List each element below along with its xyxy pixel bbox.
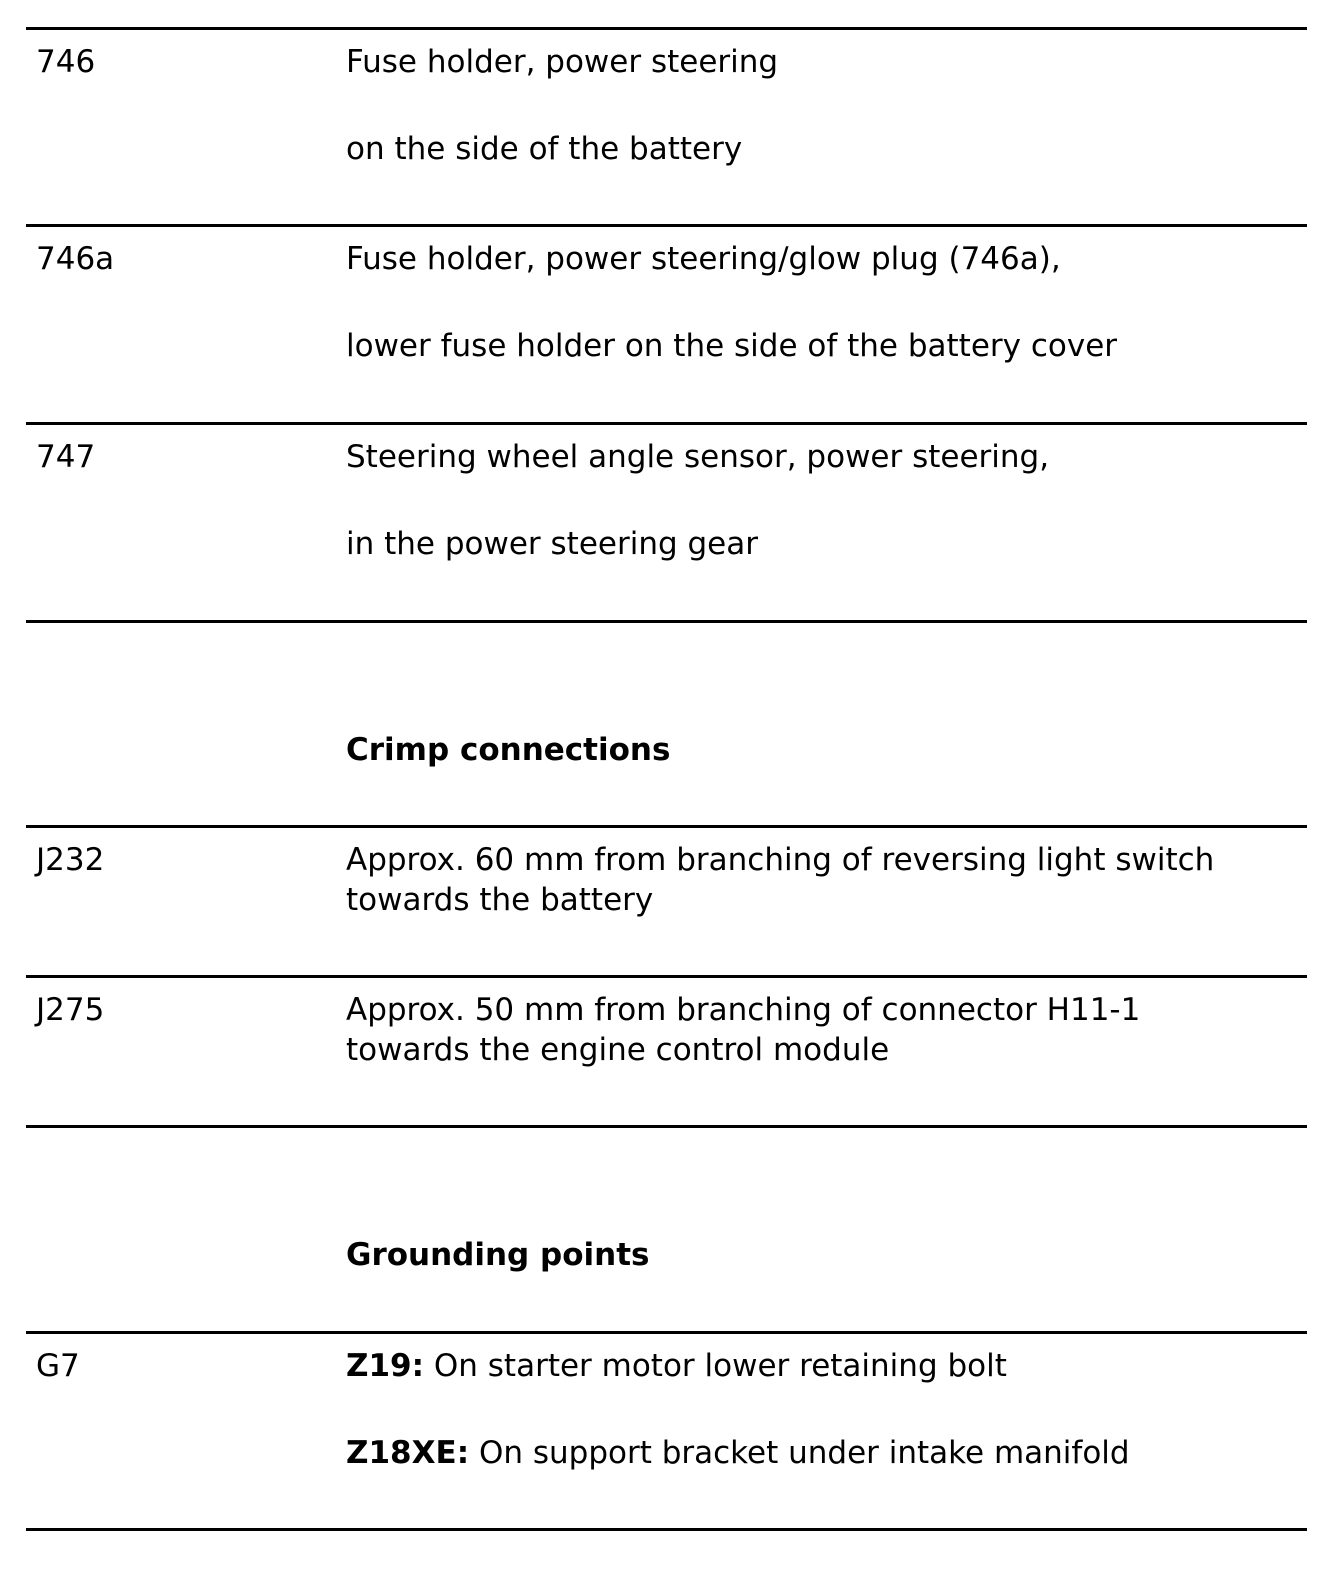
engine-code-label: Z19: <box>346 1348 425 1384</box>
row-code: 747 <box>36 439 96 475</box>
row-description: Fuse holder, power steering/glow plug (746a), <box>346 241 1061 277</box>
ground-location-text: On support bracket under intake manifold <box>469 1435 1130 1471</box>
ground-location-text: On starter motor lower retaining bolt <box>424 1348 1007 1384</box>
row-description: towards the battery <box>346 882 654 918</box>
row-description: in the power steering gear <box>346 526 758 562</box>
table-rule <box>26 422 1307 425</box>
row-description: Fuse holder, power steering <box>346 44 779 80</box>
table-rule <box>26 975 1307 978</box>
row-code: G7 <box>36 1348 80 1384</box>
table-rule <box>26 825 1307 828</box>
row-description: Approx. 50 mm from branching of connector H11-1 <box>346 992 1141 1028</box>
table-rule <box>26 1528 1307 1531</box>
row-code: 746 <box>36 44 96 80</box>
table-rule <box>26 27 1307 30</box>
table-rule <box>26 1125 1307 1128</box>
table-rule <box>26 1331 1307 1334</box>
ground-entry <box>346 1433 1130 1473</box>
row-code: J275 <box>36 992 105 1028</box>
row-description: towards the engine control module <box>346 1032 890 1068</box>
row-description: on the side of the battery <box>346 131 743 167</box>
table-rule <box>26 224 1307 227</box>
ground-entry <box>346 1346 1007 1386</box>
section-heading: Grounding points <box>346 1237 650 1273</box>
row-code: J232 <box>36 842 105 878</box>
row-description: lower fuse holder on the side of the battery cover <box>346 328 1118 364</box>
engine-code-label: Z18XE: <box>346 1435 470 1471</box>
row-description: Approx. 60 mm from branching of reversing light switch <box>346 842 1215 878</box>
row-code: 746a <box>36 241 115 277</box>
table-rule <box>26 620 1307 623</box>
row-description: Steering wheel angle sensor, power steering, <box>346 439 1050 475</box>
section-heading: Crimp connections <box>346 732 671 768</box>
